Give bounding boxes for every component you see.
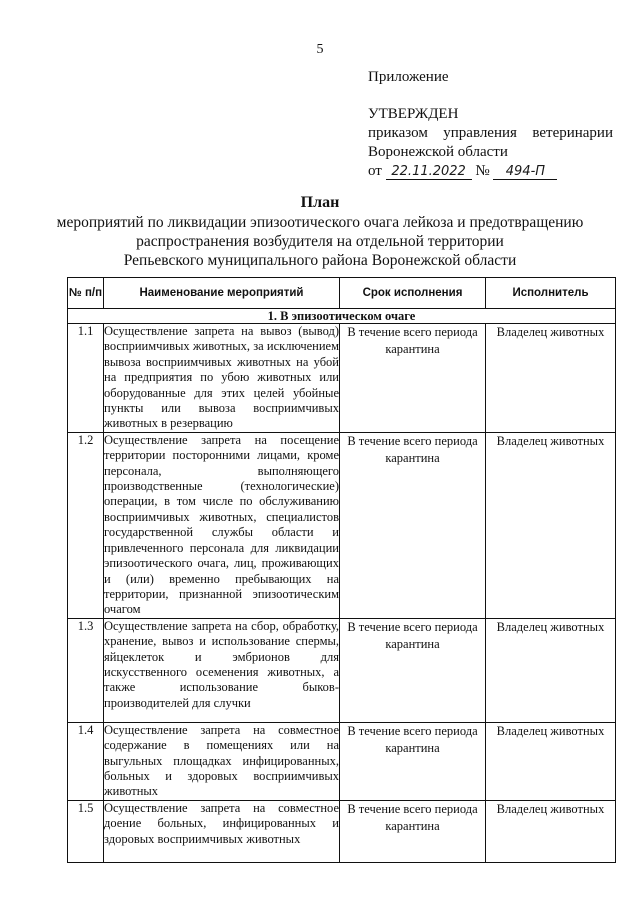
title-line-3: Репьевского муниципального района Воронежской области — [123, 252, 517, 269]
row-term: В течение всего периода карантина — [340, 722, 486, 800]
header-name: Наименование мероприятий — [104, 278, 340, 309]
row-executor: Владелец животных — [486, 800, 616, 862]
plan-table — [67, 277, 616, 863]
row-num: 1.1 — [68, 324, 104, 433]
table-row — [68, 722, 616, 800]
section-row — [68, 309, 616, 324]
row-num: 1.4 — [68, 722, 104, 800]
table-row — [68, 800, 616, 862]
approval-stamp — [368, 68, 613, 181]
header-num: № п/п — [68, 278, 104, 309]
title-heading: План — [300, 194, 340, 211]
row-executor: Владелец животных — [486, 432, 616, 618]
document-title — [40, 193, 600, 270]
order-line-2: Воронежской области — [368, 144, 508, 160]
order-number: 494-П — [493, 164, 557, 180]
page-number: 5 — [316, 42, 324, 57]
row-executor: Владелец животных — [486, 618, 616, 722]
table-row — [68, 618, 616, 722]
row-term: В течение всего периода карантина — [340, 432, 486, 618]
annex-label: Приложение — [368, 69, 449, 85]
row-executor: Владелец животных — [486, 324, 616, 433]
row-executor: Владелец животных — [486, 722, 616, 800]
header-term: Срок исполнения — [340, 278, 486, 309]
order-date-line — [368, 162, 613, 181]
date-prefix: от — [368, 163, 382, 179]
row-num: 1.3 — [68, 618, 104, 722]
section-title: 1. В эпизоотическом очаге — [68, 309, 616, 324]
row-num: 1.5 — [68, 800, 104, 862]
row-name: Осуществление запрета на посещение территории посторонними лицами, кроме персонала, выполняющего производственные (технологические) операции, в том числе по обслуживанию восприимчивых животных, специалистов государственной службы области и привлеченного персонала для ликвидации эпизоотического очага, лиц, проживающих и (или) временно пребывающих на территории, признанной эпизоотическим очагом — [104, 432, 339, 617]
row-term: В течение всего периода карантина — [340, 618, 486, 722]
row-term: В течение всего периода карантина — [340, 800, 486, 862]
title-line-2: распространения возбудителя на отдельной территории — [136, 233, 504, 250]
table-header-row — [68, 278, 616, 309]
row-num: 1.2 — [68, 432, 104, 618]
row-name: Осуществление запрета на совместное доение больных, инфицированных и здоровых восприимчивых животных — [104, 800, 340, 862]
order-date: 22.11.2022 — [386, 164, 472, 180]
header-executor: Исполнитель — [486, 278, 616, 309]
row-name: Осуществление запрета на совместное содержание в помещениях или на выгульных площадках инфицированных, больных и здоровых восприимчивых животных — [104, 722, 339, 799]
table-row — [68, 324, 616, 433]
row-term: В течение всего периода карантина — [340, 324, 486, 433]
order-line-1: приказом управления ветеринарии — [368, 125, 613, 141]
row-name: Осуществление запрета на вывоз (вывод) восприимчивых животных, за исключением вывоза восприимчивых животных на убой на предприятия по убою животных или оборудованные для этих целей убойные пункты или вывоза восприимчивых животных в резервацию — [104, 324, 339, 431]
row-name: Осуществление запрета на сбор, обработку, хранение, вывоз и использование спермы, яйцеклеток и эмбрионов для искусственного осеменения животных, а также использование быков-производителей для случки — [104, 618, 340, 722]
approved-label: УТВЕРЖДЕН — [368, 106, 459, 122]
table-row — [68, 432, 616, 618]
title-line-1: мероприятий по ликвидации эпизоотического очага лейкоза и предотвращению — [56, 214, 584, 231]
number-prefix: № — [475, 163, 490, 179]
